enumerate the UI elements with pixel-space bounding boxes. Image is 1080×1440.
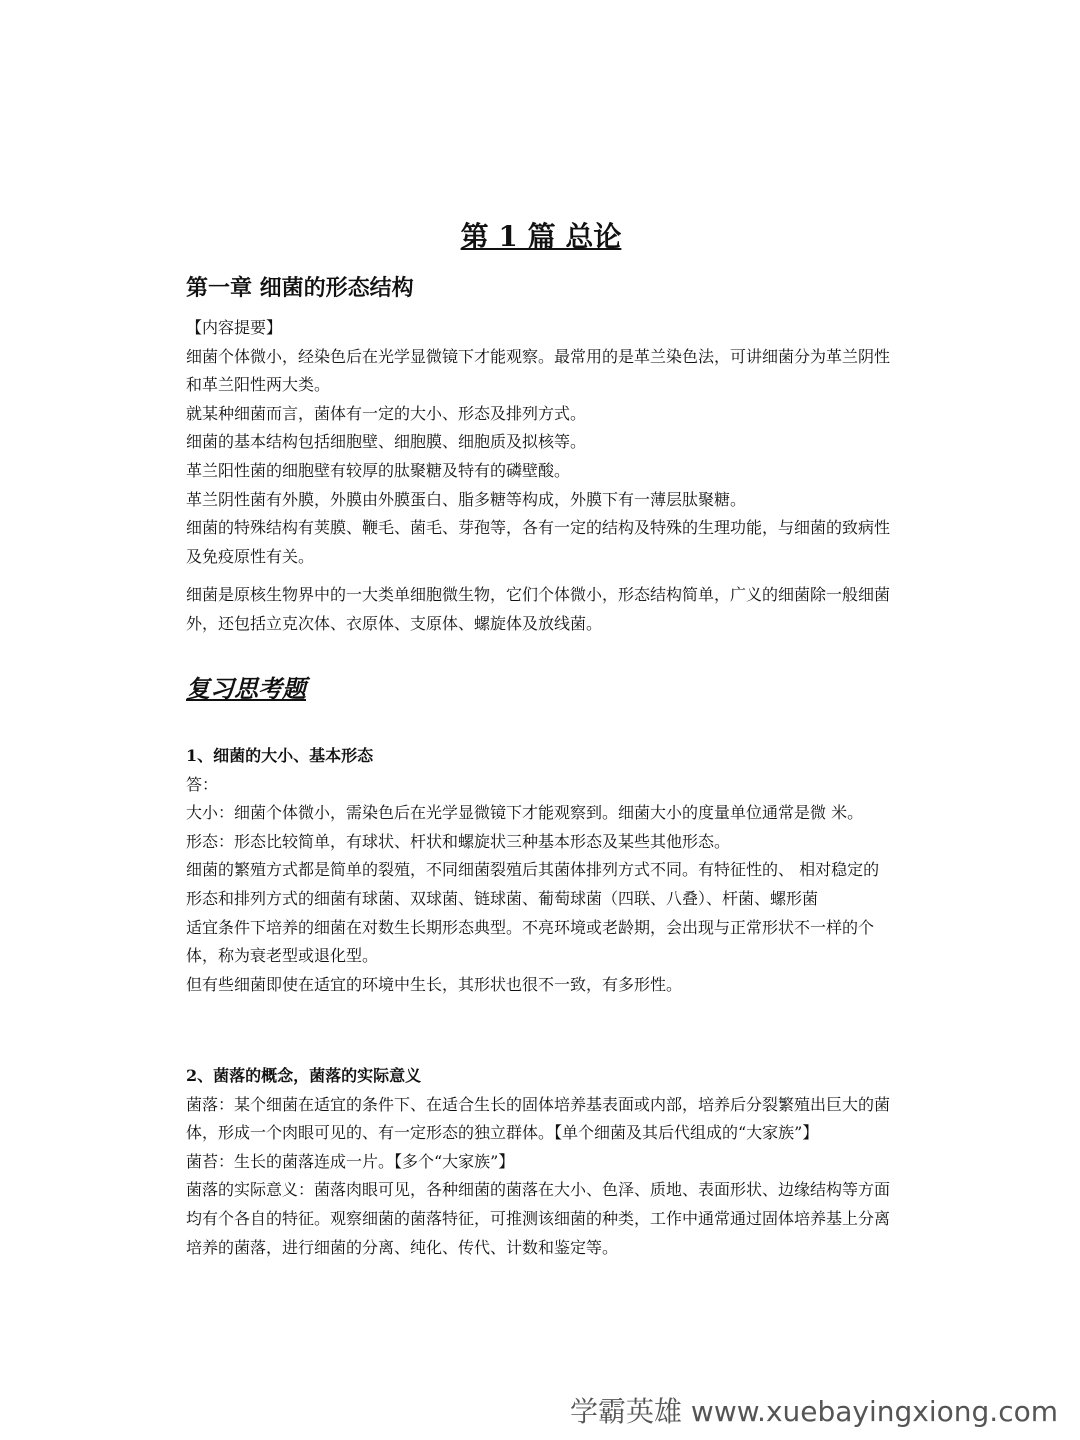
answer-label: 答： [186, 774, 219, 794]
summary-label: 【内容提要】 [186, 318, 283, 337]
question-2-section [186, 1062, 892, 1262]
question-1-title: 1、细菌的大小、基本形态 [186, 746, 374, 765]
answer-paragraph: 但有些细菌即使在适宜的环境中生长，其形状也很不一致，有多形性。 [186, 974, 683, 994]
summary-paragraph: 革兰阴性菌有外膜，外膜由外膜蛋白、脂多糖等构成，外膜下有一薄层肽聚糖。 [186, 489, 747, 509]
review-heading: 复习思考题 [186, 674, 306, 703]
summary-paragraph: 细菌个体微小，经染色后在光学显微镜下才能观察。最常用的是革兰染色法，可讲细菌分为革兰阴性和革兰阳性两大类。 [186, 346, 891, 395]
answer-paragraph: 菌落的实际意义：菌落肉眼可见，各种细菌的菌落在大小、色泽、质地、表面形状、边缘结构等方面均有个各自的特征。观察细菌的菌落特征，可推测该细菌的种类，工作中通常通过固体培养基上分离培养的菌落，进行细菌的分离、纯化、传代、计数和鉴定等。 [186, 1180, 891, 1257]
part-title: 第 1 篇 总论 [460, 220, 622, 253]
question-1-section [186, 742, 892, 999]
summary-paragraph: 革兰阳性菌的细胞壁有较厚的肽聚糖及特有的磷壁酸。 [186, 460, 571, 480]
question-2-title: 2、菌落的概念，菌落的实际意义 [186, 1066, 422, 1085]
answer-paragraph: 细菌的繁殖方式都是简单的裂殖，不同细菌裂殖后其菌体排列方式不同。有特征性的、 相对稳定的形态和排列方式的细菌有球菌、双球菌、链球菌、葡萄球菌（四联、八叠）、杆菌、螺形菌 [186, 860, 880, 908]
watermark: 学霸英雄 www.xuebayingxiong.com [570, 1395, 1058, 1428]
summary-section [186, 314, 892, 571]
answer-paragraph: 菌落：某个细菌在适宜的条件下、在适合生长的固体培养基表面或内部，培养后分裂繁殖出巨大的菌体，形成一个肉眼可见的、有一定形态的独立群体。【单个细菌及其后代组成的“大家族”】 [186, 1094, 891, 1143]
answer-paragraph: 适宜条件下培养的细菌在对数生长期形态典型。不亮环境或老龄期，会出现与正常形状不一样的个体，称为衰老型或退化型。 [186, 917, 875, 966]
summary-paragraph: 就某种细菌而言，菌体有一定的大小、形态及排列方式。 [186, 403, 587, 423]
intro-section [186, 581, 892, 638]
summary-paragraph: 细菌的特殊结构有荚膜、鞭毛、菌毛、芽孢等，各有一定的结构及特殊的生理功能，与细菌的致病性及免疫原性有关。 [186, 518, 891, 566]
answer-paragraph: 大小：细菌个体微小，需染色后在光学显微镜下才能观察到。细菌大小的度量单位通常是微 米。 [186, 803, 864, 823]
summary-paragraph: 细菌的基本结构包括细胞壁、细胞膜、细胞质及拟核等。 [186, 432, 587, 452]
answer-paragraph: 形态：形态比较简单，有球状、杆状和螺旋状三种基本形态及某些其他形态。 [186, 831, 731, 851]
answer-paragraph: 菌苔：生长的菌落连成一片。【多个“大家族”】 [186, 1151, 515, 1171]
intro-paragraph: 细菌是原核生物界中的一大类单细胞微生物，它们个体微小，形态结构简单，广义的细菌除一般细菌外，还包括立克次体、衣原体、支原体、螺旋体及放线菌。 [186, 585, 891, 633]
chapter-title: 第一章 细菌的形态结构 [186, 276, 414, 301]
